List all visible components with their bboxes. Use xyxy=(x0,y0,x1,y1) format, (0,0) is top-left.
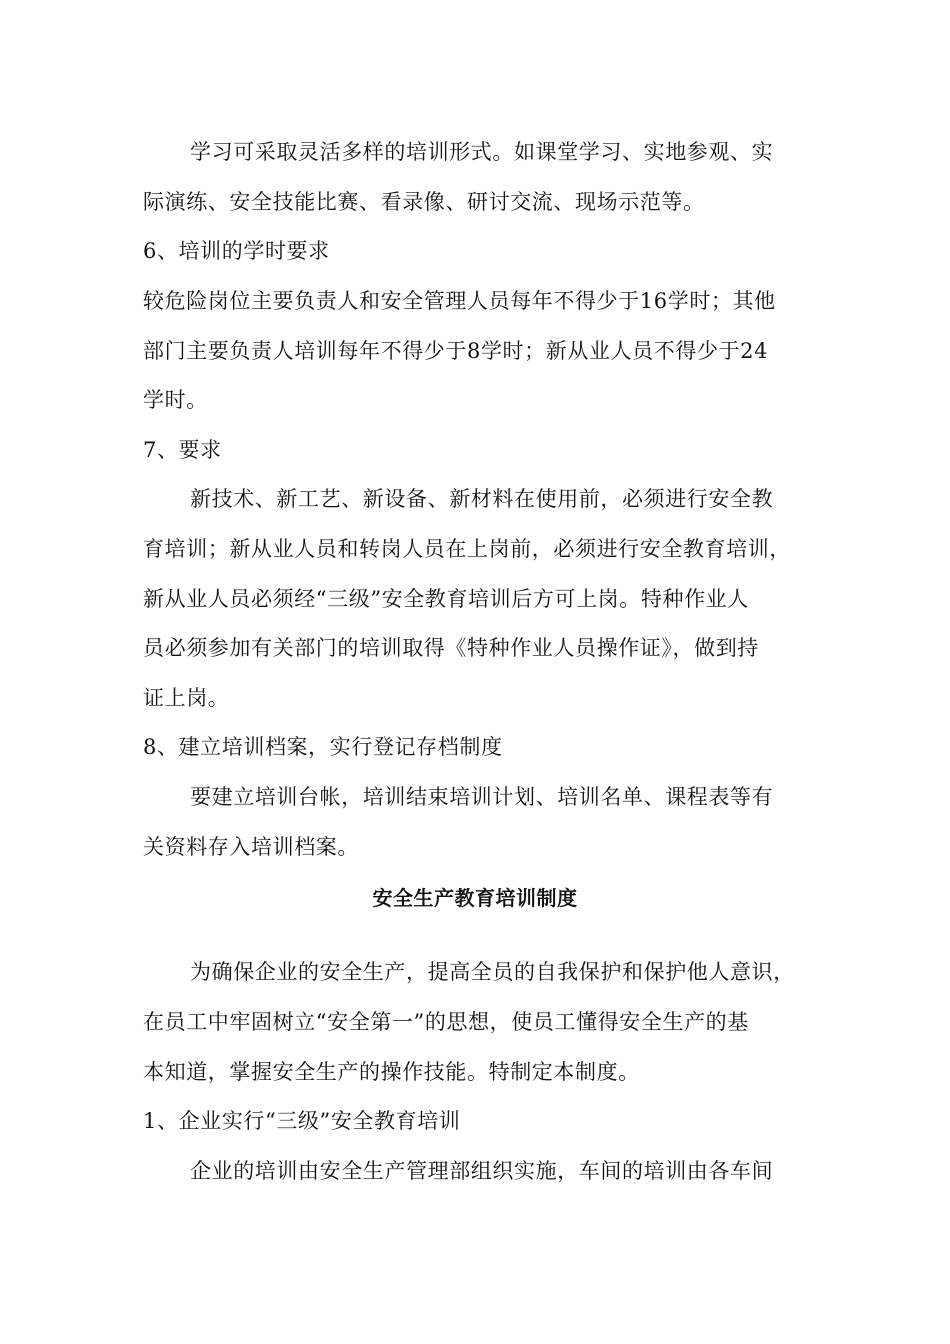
paragraph-line: 关资料存入培训档案。 xyxy=(143,835,359,859)
paragraph-line: 企业的培训由安全生产管理部组织实施，车间的培训由各车间 xyxy=(190,1159,774,1183)
paragraph-line: 新技术、新工艺、新设备、新材料在使用前，必须进行安全教 xyxy=(190,487,774,511)
paragraph-line: 育培训；新从业人员和转岗人员在上岗前，必须进行安全教育培训， xyxy=(143,537,791,561)
paragraph-line: 为确保企业的安全生产，提高全员的自我保护和保护他人意识， xyxy=(190,960,795,984)
paragraph-line: 在员工中牢固树立“安全第一”的思想，使员工懂得安全生产的基 xyxy=(143,1010,749,1034)
document-title: 安全生产教育培训制度 xyxy=(372,886,578,910)
section-heading-7: 7、要求 xyxy=(143,438,222,462)
paragraph-line: 要建立培训台帐，培训结束培训计划、培训名单、课程表等有 xyxy=(190,785,774,809)
paragraph-line: 证上岗。 xyxy=(143,686,230,710)
paragraph-line: 员必须参加有关部门的培训取得《特种作业人员操作证》，做到持 xyxy=(143,636,759,660)
paragraph-line: 本知道，掌握安全生产的操作技能。特制定本制度。 xyxy=(143,1060,640,1084)
paragraph-line: 部门主要负责人培训每年不得少于8学时；新从业人员不得少于24 xyxy=(143,339,769,363)
section-heading-8: 8、建立培训档案，实行登记存档制度 xyxy=(143,735,503,759)
paragraph-line: 学习可采取灵活多样的培训形式。如课堂学习、实地参观、实 xyxy=(190,140,774,164)
paragraph-line: 新从业人员必须经“三级”安全教育培训后方可上岗。特种作业人 xyxy=(143,587,749,611)
paragraph-line: 较危险岗位主要负责人和安全管理人员每年不得少于16学时；其他 xyxy=(143,289,776,313)
section-heading-1: 1、企业实行“三级”安全教育培训 xyxy=(143,1109,461,1133)
section-heading-6: 6、培训的学时要求 xyxy=(143,239,330,263)
paragraph-line: 际演练、安全技能比赛、看录像、研讨交流、现场示范等。 xyxy=(143,190,705,214)
paragraph-line: 学时。 xyxy=(143,388,208,412)
